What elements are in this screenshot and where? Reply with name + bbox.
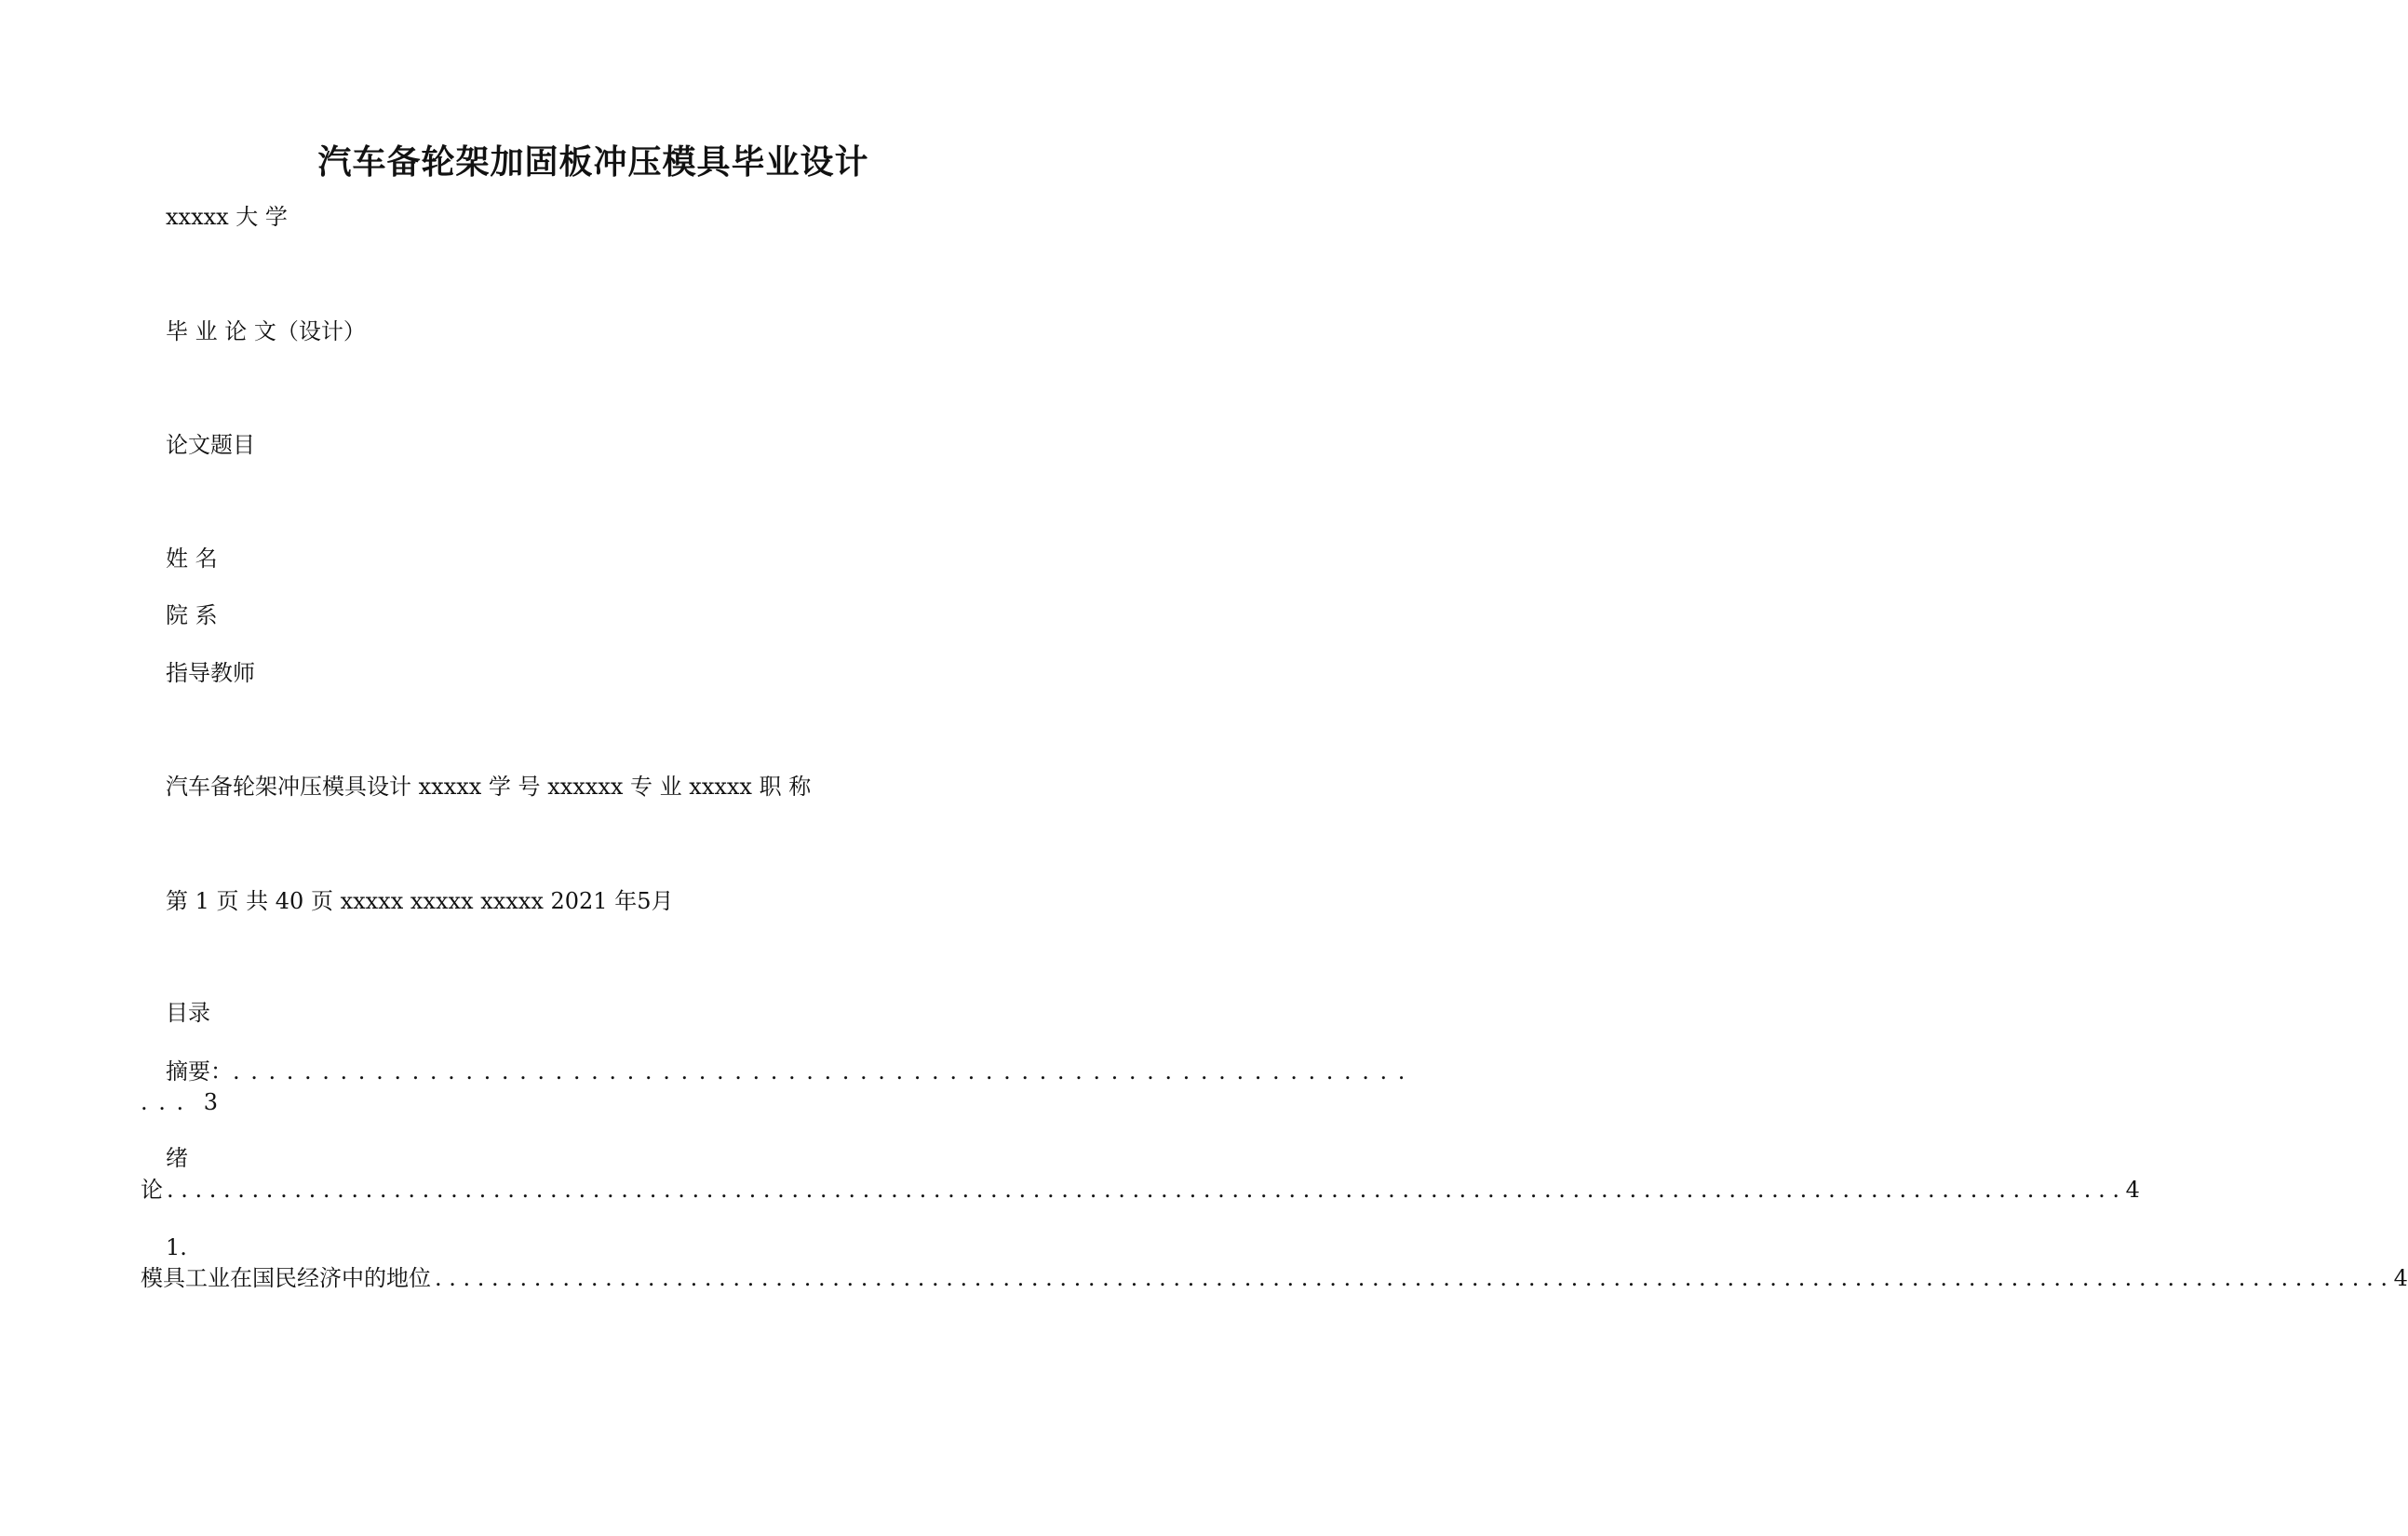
toc-entry-abstract[interactable] [166,1058,1407,1085]
document-title: 汽车备轮架加固板冲压模具毕业设计 [317,142,869,182]
toc-entry-abstract-page: 3 [203,1089,219,1115]
topic-field-label: 论文题目 [166,432,255,458]
toc-entry-intro-label: 论 [141,1177,163,1203]
toc-leader-dots: . . . . . . . . . . . . . . . . . . . . . . . . . . . . . . . . . . . . . . . . . . . . . . . . . . . . . . . . . . . . . . . . . . [233,1058,1407,1085]
toc-leader-dots: . . . [141,1089,186,1115]
toc-heading: 目录 [166,1000,210,1026]
toc-entry-section1-number: 1. [166,1234,187,1260]
toc-entry-section1-page: 4 [2393,1265,2408,1291]
toc-leader-dots [167,1176,2119,1204]
department-field-label: 院 系 [166,602,218,628]
toc-entry-section1-label: 模具工业在国民经济中的地位 [141,1265,431,1291]
toc-entry-intro-page: 4 [2125,1177,2140,1203]
toc-leader-dots [435,1264,2388,1292]
advisor-field-label: 指导教师 [166,660,255,686]
toc-entry-abstract-label: 摘要： [166,1058,233,1085]
toc-entry-intro-label-top: 绪 [166,1145,188,1171]
university-line: xxxxx 大 学 [166,204,288,230]
info-line: 汽车备轮架冲压模具设计 xxxxx 学 号 xxxxxx 专 业 xxxxx 职 称 [166,774,812,800]
toc-entry-intro[interactable] [141,1176,2140,1204]
name-field-label: 姓 名 [166,546,218,572]
toc-entry-section1[interactable] [141,1264,2408,1292]
page-count-line: 第 1 页 共 40 页 xxxxx xxxxx xxxxx 2021 年5月 [166,888,674,914]
thesis-type-line: 毕 业 论 文（设计） [166,318,366,344]
toc-entry-abstract-continuation [141,1088,218,1116]
